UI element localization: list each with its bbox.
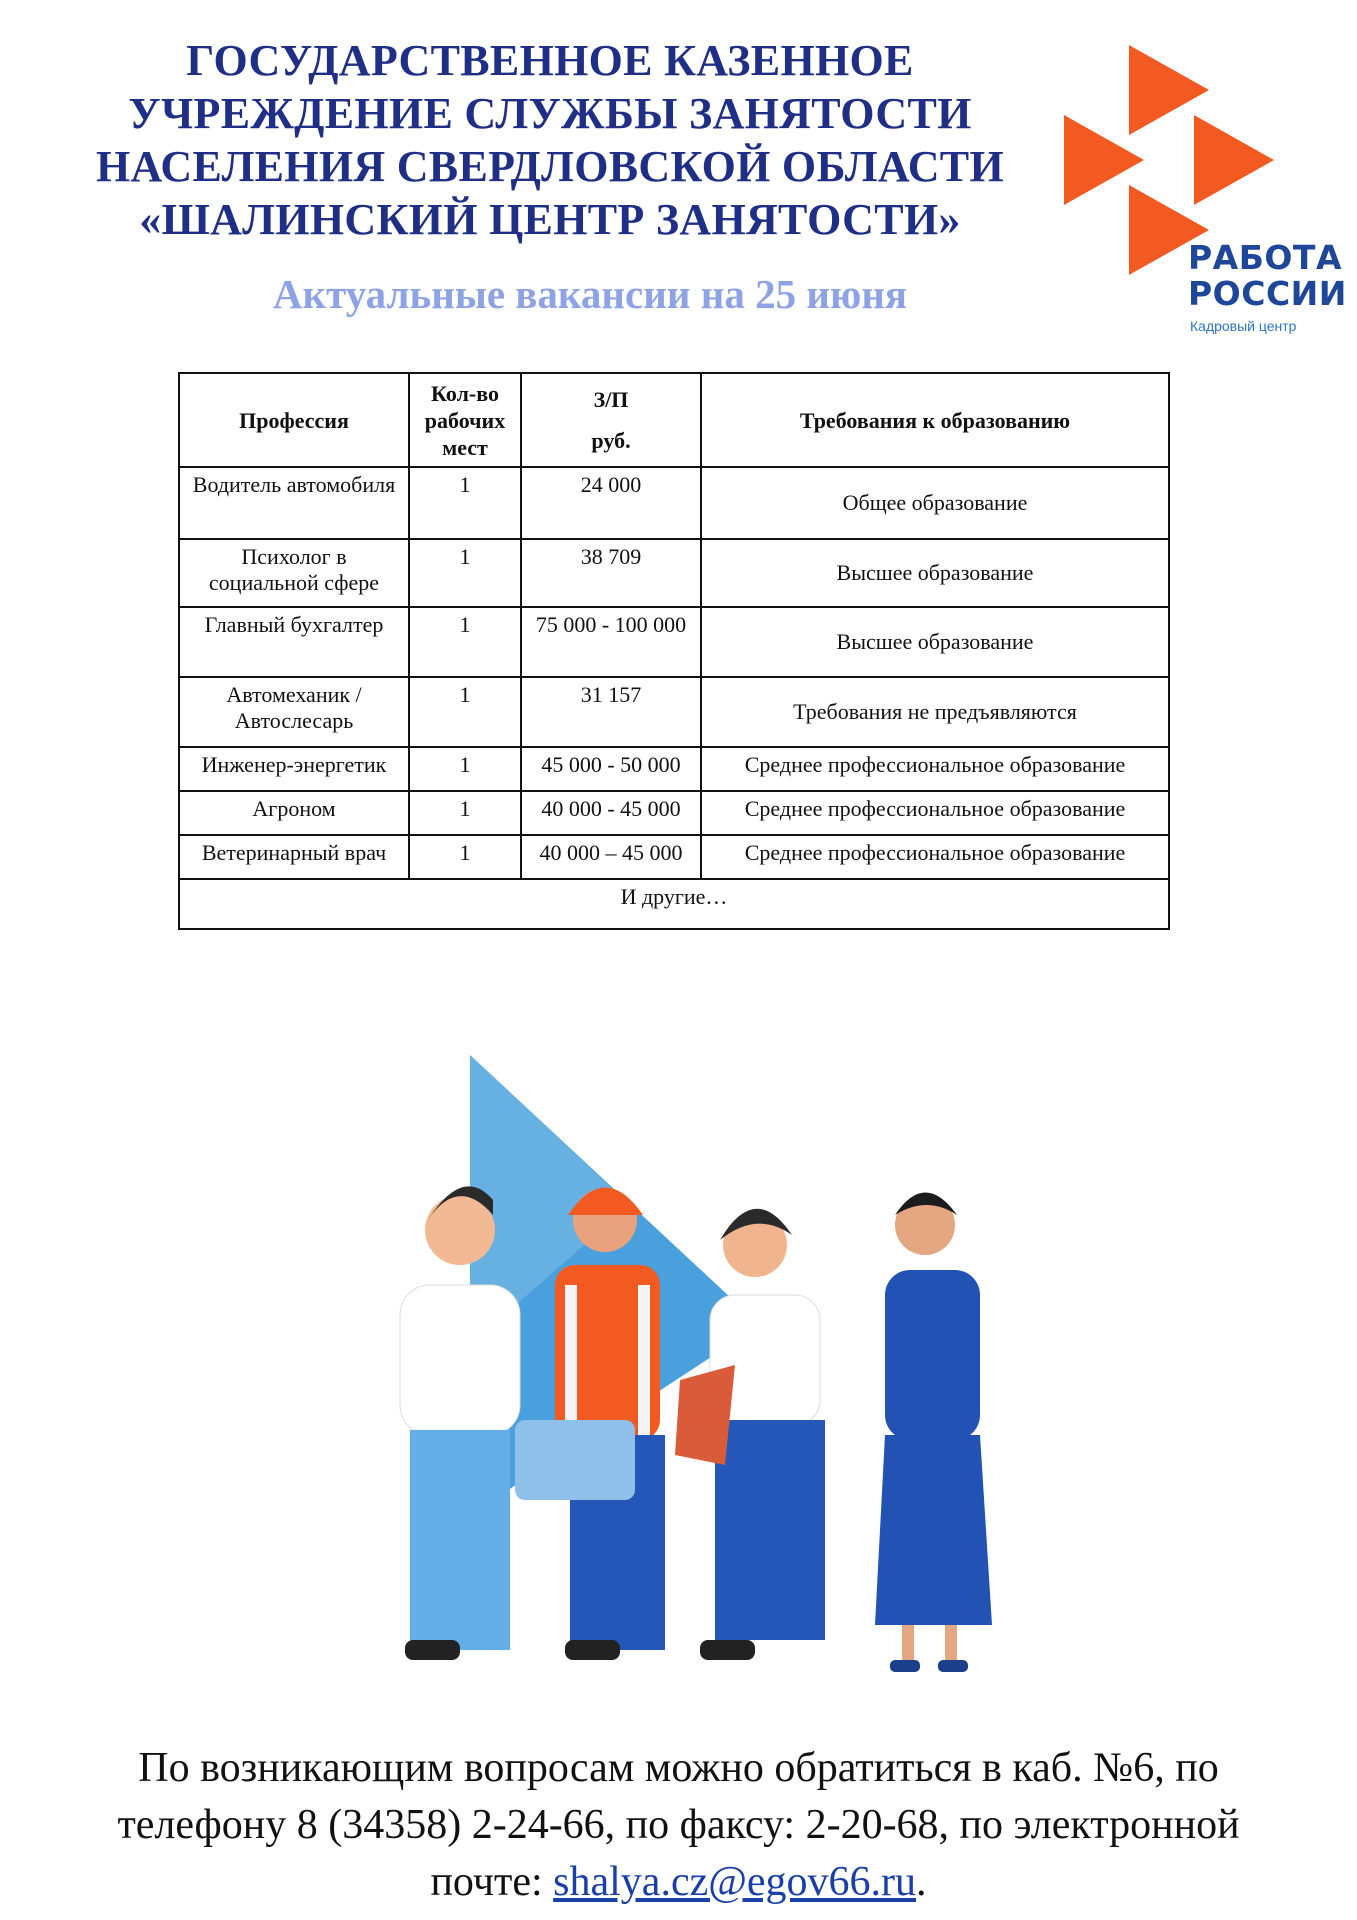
cell-count: 1: [409, 791, 521, 835]
table-row: [179, 835, 1169, 879]
footer-line-2: телефону 8 (34358) 2-24-66, по факсу: 2-20-68, по электронной: [117, 1802, 1240, 1848]
cell-education: Среднее профессиональное образование: [701, 747, 1169, 791]
table-row: [179, 467, 1169, 539]
cell-count: 1: [409, 539, 521, 607]
cell-education: Высшее образование: [701, 607, 1169, 677]
cell-count: 1: [409, 835, 521, 879]
logo-line-1: РАБОТА: [1188, 238, 1342, 277]
table-row: [179, 677, 1169, 747]
cell-education: Среднее профессиональное образование: [701, 791, 1169, 835]
cell-salary: 75 000 - 100 000: [521, 607, 701, 677]
logo-text: [1188, 240, 1347, 312]
cell-salary: 40 000 – 45 000: [521, 835, 701, 879]
header-count: Кол-во рабочих мест: [409, 373, 521, 467]
vacancies-subtitle: Актуальные вакансии на 25 июня: [272, 271, 908, 317]
cell-education: Высшее образование: [701, 539, 1169, 607]
header-salary-line-1: З/П: [593, 387, 629, 412]
logo-line-2: РОССИИ: [1188, 274, 1347, 313]
cell-count: 1: [409, 677, 521, 747]
footer-line-1: По возникающим вопросам можно обратиться в каб. №6, по: [138, 1745, 1219, 1791]
table-header-row: [179, 373, 1169, 467]
cell-profession: Ветеринарный врач: [179, 835, 409, 879]
title-line-2: УЧРЕЖДЕНИЕ СЛУЖБЫ ЗАНЯТОСТИ: [128, 89, 972, 138]
job-seekers-illustration: [380, 1045, 1060, 1705]
cell-count: 1: [409, 467, 521, 539]
cell-salary: 24 000: [521, 467, 701, 539]
table-row: [179, 791, 1169, 835]
logo-tagline: Кадровый центр: [1190, 318, 1297, 334]
table-row: [179, 747, 1169, 791]
organization-title: [50, 34, 1050, 246]
cell-salary: 40 000 - 45 000: [521, 791, 701, 835]
title-line-1: ГОСУДАРСТВЕННОЕ КАЗЕННОЕ: [186, 36, 914, 85]
footer-suffix: .: [916, 1859, 927, 1905]
table-row-others: [179, 879, 1169, 929]
cell-salary: 38 709: [521, 539, 701, 607]
cell-count: 1: [409, 607, 521, 677]
cell-profession: Автомеханик / Автослесарь: [179, 677, 409, 747]
cell-education: Общее образование: [701, 467, 1169, 539]
cell-education: Среднее профессиональное образование: [701, 835, 1169, 879]
cell-profession: Агроном: [179, 791, 409, 835]
cell-salary: 45 000 - 50 000: [521, 747, 701, 791]
title-line-3: НАСЕЛЕНИЯ СВЕРДЛОВСКОЙ ОБЛАСТИ: [96, 142, 1004, 191]
cell-salary: 31 157: [521, 677, 701, 747]
header-profession: Профессия: [179, 373, 409, 467]
cell-count: 1: [409, 747, 521, 791]
cell-profession: Инженер-энергетик: [179, 747, 409, 791]
footer-line-3: [30, 1854, 1327, 1911]
footer-prefix: почте:: [430, 1859, 554, 1905]
vacancies-table: [178, 372, 1170, 930]
table-row: [179, 607, 1169, 677]
cell-profession: Психолог в социальной сфере: [179, 539, 409, 607]
contact-footer: [30, 1740, 1327, 1911]
title-line-4: «ШАЛИНСКИЙ ЦЕНТР ЗАНЯТОСТИ»: [139, 195, 961, 244]
header-education: Требования к образованию: [701, 373, 1169, 467]
header-salary: [521, 373, 701, 467]
email-link[interactable]: shalya.cz@egov66.ru: [553, 1859, 917, 1905]
table-row: [179, 539, 1169, 607]
cell-profession: Водитель автомобиля: [179, 467, 409, 539]
header-salary-line-2: руб.: [591, 428, 631, 453]
cell-education: Требования не предъявляются: [701, 677, 1169, 747]
cell-profession: Главный бухгалтер: [179, 607, 409, 677]
cell-others: И другие…: [179, 879, 1169, 929]
